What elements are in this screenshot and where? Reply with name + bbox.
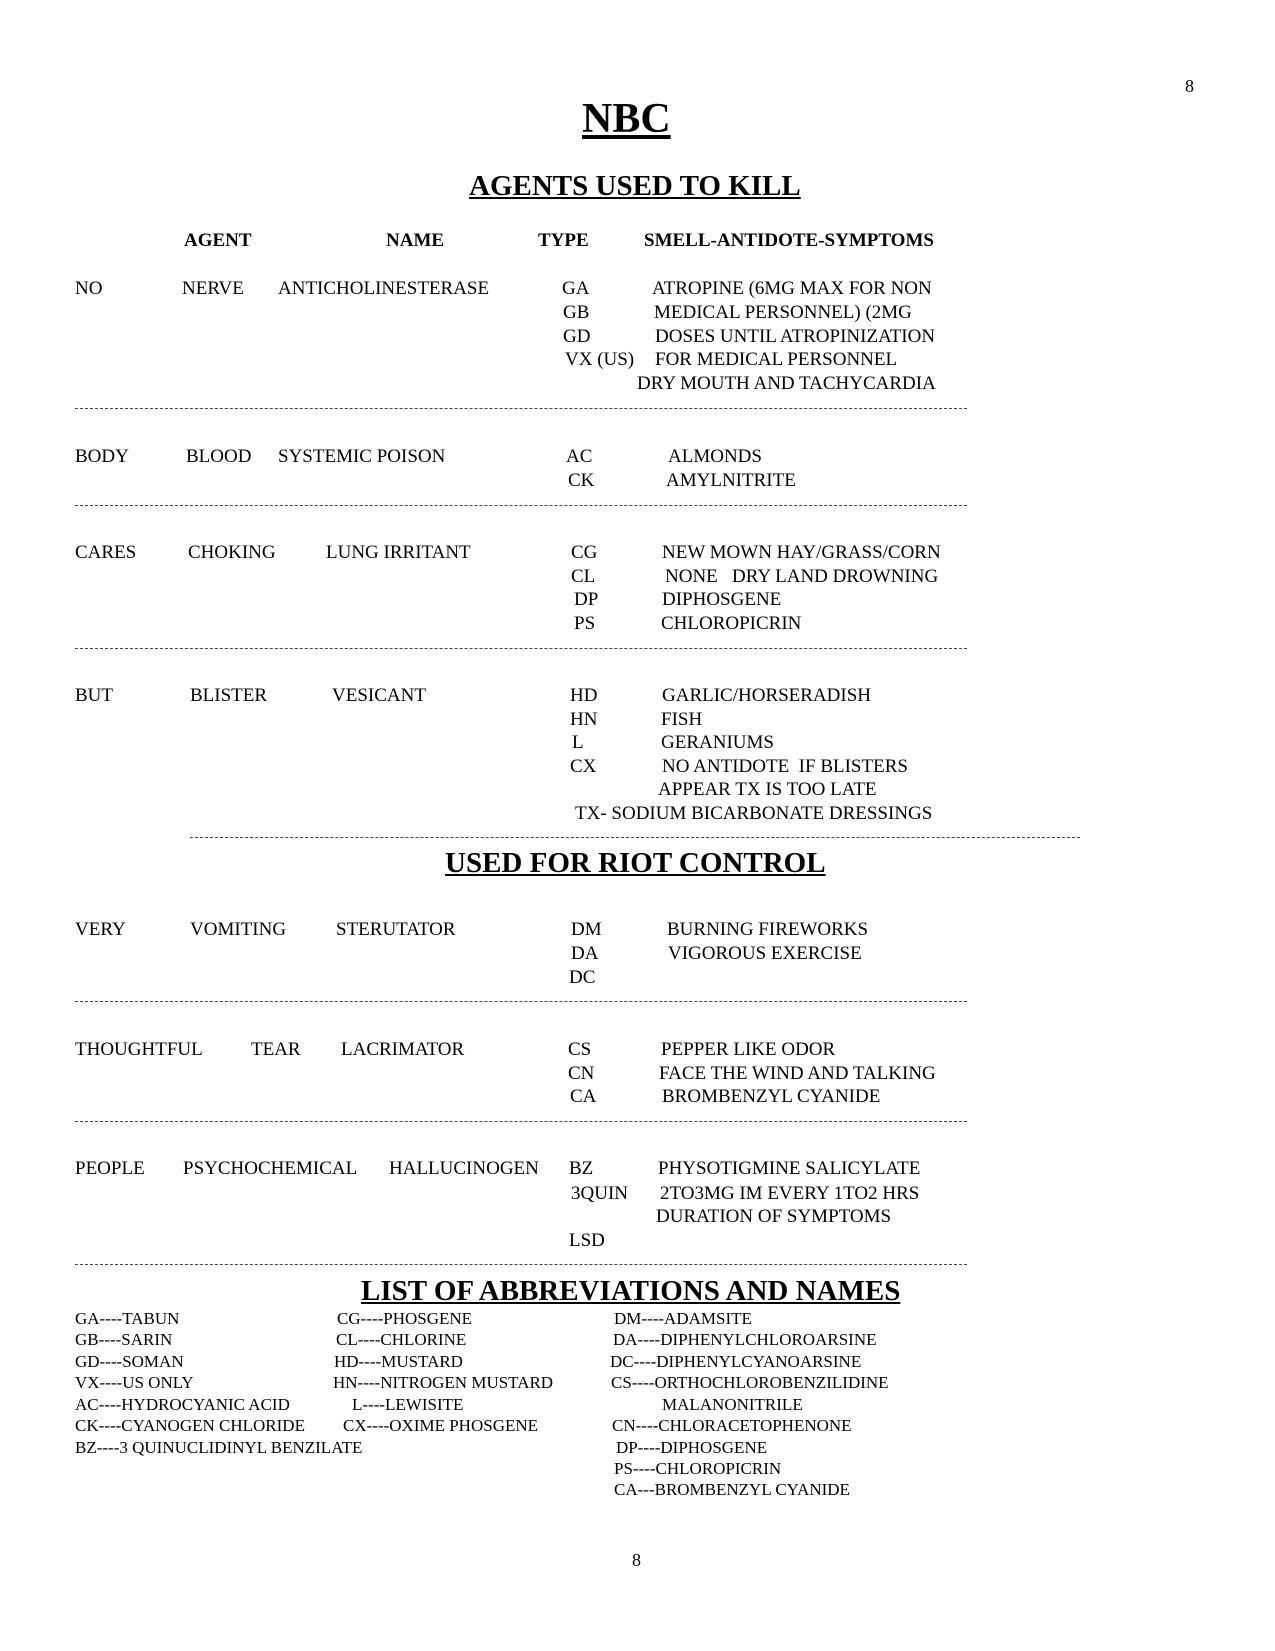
group-mnemonic: THOUGHTFUL — [75, 1039, 203, 1060]
row-info: NO ANTIDOTE IF BLISTERS — [662, 756, 908, 777]
group-agent: BLISTER — [190, 685, 268, 706]
group-name: ANTICHOLINESTERASE — [278, 278, 490, 299]
group-agent: NERVE — [182, 278, 244, 299]
divider — [75, 408, 967, 409]
group-mnemonic: PEOPLE — [75, 1158, 145, 1179]
group-mnemonic: BUT — [75, 685, 113, 706]
section-heading-riot-control: USED FOR RIOT CONTROL — [445, 847, 826, 879]
row-info: DRY MOUTH AND TACHYCARDIA — [637, 373, 936, 394]
row-info: NEW MOWN HAY/GRASS/CORN — [662, 542, 941, 563]
row-type: DM — [571, 919, 602, 940]
row-type: CK — [568, 470, 595, 491]
abbreviation-entry: CX----OXIME PHOSGENE — [343, 1416, 539, 1435]
row-info: TX- SODIUM BICARBONATE DRESSINGS — [575, 803, 933, 824]
abbreviation-entry: BZ----3 QUINUCLIDINYL BENZILATE — [75, 1438, 363, 1457]
abbreviation-entry: CA---BROMBENZYL CYANIDE — [614, 1480, 850, 1499]
divider — [75, 1001, 967, 1002]
abbreviation-entry: CS----ORTHOCHLOROBENZILIDINE — [611, 1373, 889, 1392]
row-info: PHYSOTIGMINE SALICYLATE — [658, 1158, 921, 1179]
row-type: GB — [563, 302, 590, 323]
abbreviation-entry: HN----NITROGEN MUSTARD — [333, 1373, 554, 1392]
row-type: GA — [562, 278, 590, 299]
abbreviation-entry: GB----SARIN — [75, 1330, 173, 1349]
abbreviation-entry: DA----DIPHENYLCHLOROARSINE — [613, 1330, 877, 1349]
abbreviation-entry: CG----PHOSGENE — [337, 1309, 473, 1328]
abbreviation-entry: CK----CYANOGEN CHLORIDE — [75, 1416, 305, 1435]
row-type: AC — [566, 446, 593, 467]
divider — [75, 1264, 967, 1265]
row-type: GD — [563, 326, 591, 347]
column-header-info: SMELL-ANTIDOTE-SYMPTOMS — [644, 230, 934, 251]
row-info: FACE THE WIND AND TALKING — [659, 1063, 936, 1084]
row-info: ALMONDS — [668, 446, 762, 467]
group-name: LACRIMATOR — [341, 1039, 465, 1060]
row-info: APPEAR TX IS TOO LATE — [658, 779, 877, 800]
abbreviation-entry: DC----DIPHENYLCYANOARSINE — [610, 1352, 862, 1371]
row-type: CX — [570, 756, 597, 777]
row-info: VIGOROUS EXERCISE — [668, 943, 862, 964]
row-type: 3QUIN — [571, 1183, 628, 1204]
group-name: STERUTATOR — [336, 919, 456, 940]
row-info: AMYLNITRITE — [666, 470, 796, 491]
row-info: ATROPINE (6MG MAX FOR NON — [652, 278, 932, 299]
row-info: MEDICAL PERSONNEL) (2MG — [654, 302, 912, 323]
divider — [75, 648, 967, 649]
section-heading-abbreviations: LIST OF ABBREVIATIONS AND NAMES — [361, 1275, 901, 1307]
row-type: L — [572, 732, 584, 753]
row-info: BURNING FIREWORKS — [667, 919, 869, 940]
group-mnemonic: CARES — [75, 542, 137, 563]
row-info: DIPHOSGENE — [662, 589, 782, 610]
section-heading-agents-used-to-kill: AGENTS USED TO KILL — [469, 170, 801, 202]
row-type: DP — [574, 589, 599, 610]
row-type: CS — [568, 1039, 592, 1060]
group-mnemonic: BODY — [75, 446, 129, 467]
column-header-name: NAME — [386, 230, 445, 251]
column-header-type: TYPE — [538, 230, 589, 251]
row-type: CN — [568, 1063, 595, 1084]
row-type: BZ — [569, 1158, 594, 1179]
row-type: CA — [570, 1086, 597, 1107]
group-agent: BLOOD — [186, 446, 252, 467]
row-type: CL — [571, 566, 596, 587]
row-type: DA — [571, 943, 599, 964]
group-agent: PSYCHOCHEMICAL — [183, 1158, 358, 1179]
row-info: FISH — [661, 709, 703, 730]
row-info: NONE DRY LAND DROWNING — [665, 566, 939, 587]
abbreviation-entry: HD----MUSTARD — [334, 1352, 463, 1371]
row-info: BROMBENZYL CYANIDE — [662, 1086, 881, 1107]
row-type: DC — [569, 967, 596, 988]
row-type: LSD — [569, 1230, 605, 1251]
group-agent: CHOKING — [188, 542, 276, 563]
abbreviation-entry: VX----US ONLY — [75, 1373, 194, 1392]
group-agent: TEAR — [251, 1039, 301, 1060]
abbreviation-entry: PS----CHLOROPICRIN — [614, 1459, 782, 1478]
divider — [75, 505, 967, 506]
row-type: HD — [570, 685, 598, 706]
abbreviation-entry: L----LEWISITE — [352, 1395, 464, 1414]
row-type: VX (US) — [565, 349, 635, 370]
row-info: FOR MEDICAL PERSONNEL — [655, 349, 898, 370]
abbreviation-entry: DM----ADAMSITE — [614, 1309, 752, 1328]
group-name: SYSTEMIC POISON — [278, 446, 446, 467]
abbreviation-entry: CL----CHLORINE — [336, 1330, 467, 1349]
row-info: CHLOROPICRIN — [661, 613, 802, 634]
row-info: PEPPER LIKE ODOR — [661, 1039, 836, 1060]
page-number-bottom: 8 — [632, 1550, 641, 1570]
group-mnemonic: VERY — [75, 919, 126, 940]
abbreviation-entry: DP----DIPHOSGENE — [616, 1438, 768, 1457]
divider — [190, 837, 1080, 838]
row-info: DURATION OF SYMPTOMS — [656, 1206, 892, 1227]
group-mnemonic: NO — [75, 278, 103, 299]
row-type: HN — [570, 709, 598, 730]
page-title: NBC — [582, 96, 671, 142]
page-number-top: 8 — [1185, 76, 1194, 96]
group-name: LUNG IRRITANT — [326, 542, 471, 563]
abbreviation-entry: MALANONITRILE — [662, 1395, 803, 1414]
row-info: GARLIC/HORSERADISH — [662, 685, 872, 706]
abbreviation-entry: GD----SOMAN — [75, 1352, 184, 1371]
row-type: CG — [571, 542, 598, 563]
row-info: GERANIUMS — [661, 732, 774, 753]
group-agent: VOMITING — [190, 919, 287, 940]
abbreviation-entry: CN----CHLORACETOPHENONE — [612, 1416, 852, 1435]
row-info: DOSES UNTIL ATROPINIZATION — [655, 326, 936, 347]
group-name: VESICANT — [332, 685, 426, 706]
abbreviation-entry: AC----HYDROCYANIC ACID — [75, 1395, 290, 1414]
abbreviation-entry: GA----TABUN — [75, 1309, 180, 1328]
row-type: PS — [574, 613, 596, 634]
divider — [75, 1121, 967, 1122]
row-info: 2TO3MG IM EVERY 1TO2 HRS — [660, 1183, 920, 1204]
group-name: HALLUCINOGEN — [389, 1158, 539, 1179]
column-header-agent: AGENT — [184, 230, 252, 251]
